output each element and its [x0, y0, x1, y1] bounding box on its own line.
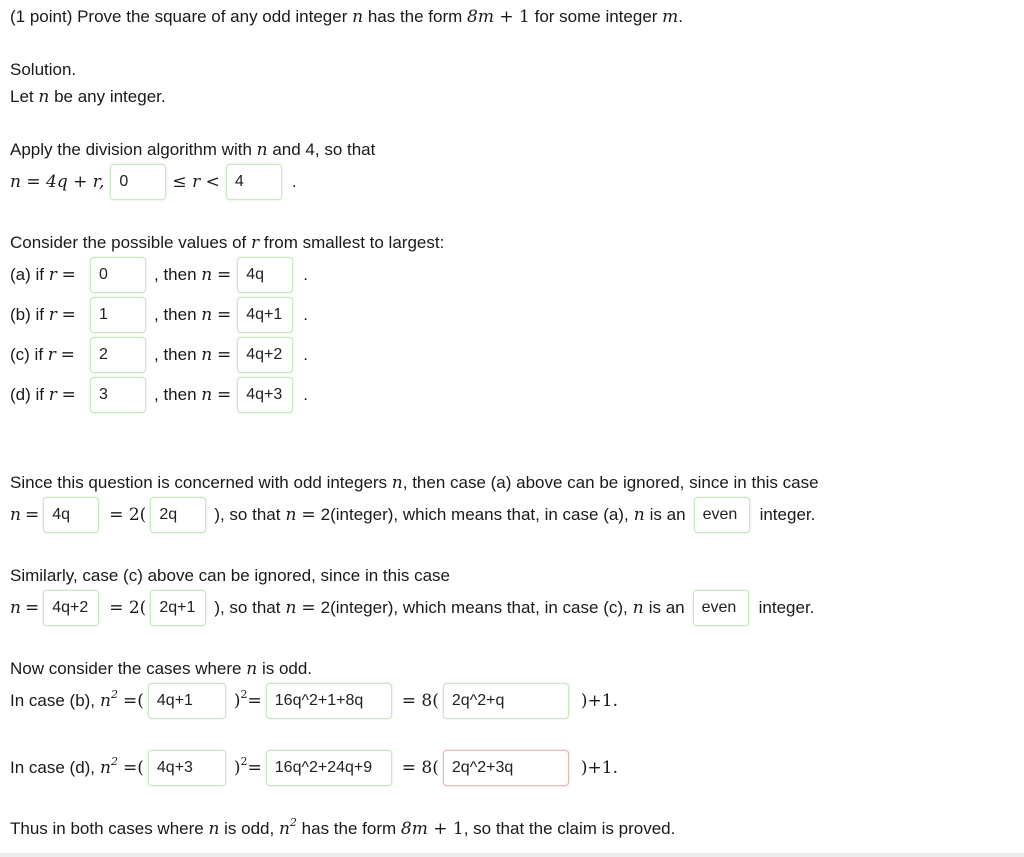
case-a-equation: n = 4q = 2( 2q ), so that n = 2(integer) , which means that, in case (a), n is an even integer.	[10, 495, 815, 535]
case-a-n-repeat-input[interactable]: 4q	[43, 497, 99, 533]
case-b-expanded-input[interactable]: 16q^2+1+8q	[266, 683, 392, 719]
case-d-row: (d) if r = 3 , then n = 4q+3 .	[10, 375, 308, 415]
case-c-row: (c) if r = 2 , then n = 4q+2 .	[10, 335, 308, 375]
case-b-r-input[interactable]: 1	[90, 297, 146, 333]
case-c-equation: n = 4q+2 = 2( 2q+1 ), so that n = 2(integer) , which means that, in case (c), n is an even integer.	[10, 588, 814, 628]
case-d-base-input[interactable]: 4q+3	[148, 750, 226, 786]
case-c-n-repeat-input[interactable]: 4q+2	[43, 590, 99, 626]
case-c-n-input[interactable]: 4q+2	[237, 337, 293, 373]
page-bottom-divider	[0, 853, 1024, 857]
case-d-r-input[interactable]: 3	[90, 377, 146, 413]
case-d-m-input[interactable]: 2q^2+3q	[443, 750, 569, 786]
case-d-square-equation: In case (d), $n^2$ =( 4q+3 )$^2$= 16q^2+24q+9 = 8( 2q^2+3q )+1.	[10, 748, 618, 788]
case-b-n-input[interactable]: 4q+1	[237, 297, 293, 333]
odd-cases-intro: Now consider the cases where n is odd.	[10, 659, 313, 679]
case-c-r-input[interactable]: 2	[90, 337, 146, 373]
let-statement: Let n be any integer.	[10, 87, 166, 107]
form-expression: 8m + 1	[467, 7, 530, 27]
case-a-r-input[interactable]: 0	[90, 257, 146, 293]
case-a-factor-input[interactable]: 2q	[150, 497, 206, 533]
case-c-parity-input[interactable]: even	[693, 590, 749, 626]
solution-heading: Solution.	[10, 60, 77, 79]
division-equation: n = 4q + r, 0 ≤ r < 4 .	[10, 162, 297, 202]
remainder-lower-bound-input[interactable]: 0	[110, 164, 166, 200]
remainder-upper-bound-input[interactable]: 4	[226, 164, 282, 200]
case-b-row: (b) if r = 1 , then n = 4q+1 .	[10, 295, 308, 335]
cases-intro: Consider the possible values of r from smallest to largest:	[10, 233, 445, 253]
conclusion: Thus in both cases where n is odd, $n^2$ has the form 8m + 1, so that the claim is proved.	[10, 816, 676, 839]
case-a-parity-input[interactable]: even	[694, 497, 750, 533]
case-a-discussion: Since this question is concerned with odd integers n, then case (a) above can be ignored, since in this case	[10, 473, 819, 493]
conclusion-form-expression: 8m + 1	[400, 819, 464, 839]
case-b-base-input[interactable]: 4q+1	[148, 683, 226, 719]
case-c-factor-input[interactable]: 2q+1	[150, 590, 206, 626]
problem-statement: (1 point) Prove the square of any odd integer n has the form 8m + 1 for some integer m.	[10, 7, 684, 27]
case-a-row: (a) if r = 0 , then n = 4q .	[10, 255, 308, 295]
division-intro: Apply the division algorithm with n and 4, so that	[10, 140, 376, 160]
case-b-m-input[interactable]: 2q^2+q	[443, 683, 569, 719]
case-b-square-equation: In case (b), $n^2$ =( 4q+1 )$^2$= 16q^2+1+8q = 8( 2q^2+q )+1.	[10, 681, 618, 721]
case-d-expanded-input[interactable]: 16q^2+24q+9	[266, 750, 392, 786]
case-d-n-input[interactable]: 4q+3	[237, 377, 293, 413]
case-a-n-input[interactable]: 4q	[237, 257, 293, 293]
case-c-discussion: Similarly, case (c) above can be ignored, since in this case	[10, 566, 450, 585]
